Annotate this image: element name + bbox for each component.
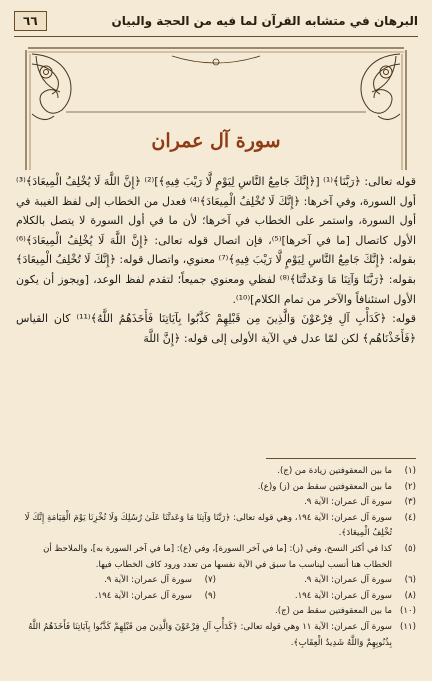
running-header	[14, 8, 418, 34]
footnote	[16, 511, 416, 542]
footnote-number: (٩)	[204, 590, 216, 601]
running-title: البرهان في متشابه القرآن لما فيه من الحجة والبيان	[111, 14, 418, 28]
footnote	[16, 542, 416, 573]
footnote-text: سورة آل عمران: الآية ١٩٤.	[94, 590, 192, 601]
footnotes	[16, 464, 416, 651]
header-rule	[14, 36, 418, 37]
footnote-number: (٢)	[404, 481, 416, 492]
footnote-text: سورة آل عمران: الآية ٩.	[104, 575, 192, 586]
footnote-text: ما بين المعقوفتين زيادة من (ج).	[277, 466, 392, 476]
paragraph: قوله تعالى: ﴿رَبَّنَا﴾⁽¹⁾ [﴿إِنَّكَ جَامِعُ النَّاسِ لِيَوْمٍ لَّا رَيْبَ فِيهِ﴾]⁽²⁾ ﴿إِنَّ اللَّهَ لَا يُخْلِفُ الْمِيعَادَ﴾⁽³⁾ أول السورة، وفي آخرها: ﴿إِنَّكَ لَا تُخْلِفُ الْمِيعَادَ﴾⁽⁴⁾ فعدل من الخطاب إلى لفظ الغيبة في أول السورة، واستمر على الخطاب في آخرها؛ لأن ما في أول السورة لا يتصل بالكلام الأول كاتصال [ما في آخرها]⁽⁵⁾، فإن اتصال قوله تعالى: ﴿إِنَّ اللَّهَ لَا يُخْلِفُ الْمِيعَادَ﴾⁽⁶⁾ بقوله: ﴿إِنَّكَ جَامِعُ النَّاسِ لِيَوْمٍ لَّا رَيْبَ فِيهِ﴾⁽⁷⁾ معنوي، واتصال قوله: ﴿إِنَّكَ لَا تُخْلِفُ الْمِيعَادَ﴾ بقوله: ﴿رَبَّنَا وَآتِنَا مَا وَعَدتَّنَا﴾⁽⁸⁾ لفظي ومعنوي جميعاً؛ لتقدم لفظ الوعد، [ويجوز أن يكون الأول استئنافاً والآخر من تمام الكلام]⁽¹⁰⁾.	[16, 175, 417, 306]
footnote-text: كذا في أكثر النسخ، وفي (ز): [ما في آخر السورة]، وفي (ع): [ما في آخر السورة به]، والملاحظ أن الخطاب هنا أنسب ليناسب ما سبق في الآية نفسها من تعدد ورود كاف الخطاب فيها.	[43, 543, 392, 570]
footnote-text: سورة آل عمران: الآية ١٩٤، وهي قوله تعالى: ﴿رَبَّنَا وَآتِنَا مَا وَعَدتَّنَا عَلَىٰ رُسُلِكَ وَلَا تُخْزِنَا يَوْمَ الْقِيَامَةِ إِنَّكَ لَا تُخْلِفُ الْمِيعَادَ﴾.	[24, 512, 392, 539]
footnote-number: (١)	[404, 466, 416, 476]
footnote-text: سورة آل عمران: الآية ٩.	[304, 497, 392, 508]
footnote-number: (٤)	[404, 512, 416, 523]
ornamental-frame	[22, 44, 410, 174]
footnote-text: سورة آل عمران: الآية ٩.	[304, 575, 392, 586]
paragraph: قوله: ﴿كَدَأْبِ آلِ فِرْعَوْنَ وَالَّذِينَ مِن قَبْلِهِمْ كَذَّبُوا بِآيَاتِنَا فَأَخَذَهُمُ اللَّهُ﴾⁽¹¹⁾ كان القياس ﴿فَأَخَذْنَاهُم﴾ لكن لمّا عدل في الآية الأولى إلى قوله: ﴿إِنَّ اللَّهَ	[16, 312, 416, 345]
footnote-number: (٨)	[404, 590, 416, 601]
surah-title: سورة آل عمران	[151, 130, 281, 152]
footnote-number: (٣)	[404, 497, 416, 508]
footnote-number: (٦)	[404, 575, 416, 586]
footnote-text: ما بين المعقوفتين سقط من (ز) و(ع).	[257, 481, 392, 492]
ornament-graphic	[22, 44, 410, 174]
footnote	[16, 604, 416, 620]
footnote	[16, 464, 416, 480]
footnote-text: سورة آل عمران: الآية ١١ وهي قوله تعالى: ﴿كَدَأْبِ آلِ فِرْعَوْنَ وَالَّذِينَ مِن قَبْلِهِمْ كَذَّبُوا بِآيَاتِنَا فَأَخَذَهُمُ اللَّهُ بِذُنُوبِهِمْ وَاللَّهُ شَدِيدُ الْعِقَابِ﴾.	[28, 621, 392, 648]
page-number: ٦٦	[14, 11, 47, 31]
footnote	[16, 495, 416, 511]
footnote-text: سورة آل عمران: الآية ١٩٤.	[294, 590, 392, 601]
footnote-pair	[16, 589, 416, 605]
footnote-number: (٧)	[204, 575, 216, 586]
footnote	[16, 620, 416, 651]
footnote-number: (١٠)	[400, 606, 416, 617]
footnote-text: ما بين المعقوفتين سقط من (ج).	[275, 606, 392, 617]
footnote-pair	[16, 573, 416, 589]
footnote-number: (١١)	[400, 621, 416, 632]
main-text	[16, 172, 416, 348]
footnote-separator	[266, 458, 416, 459]
footnote-number: (٥)	[404, 543, 416, 554]
footnote	[16, 480, 416, 496]
